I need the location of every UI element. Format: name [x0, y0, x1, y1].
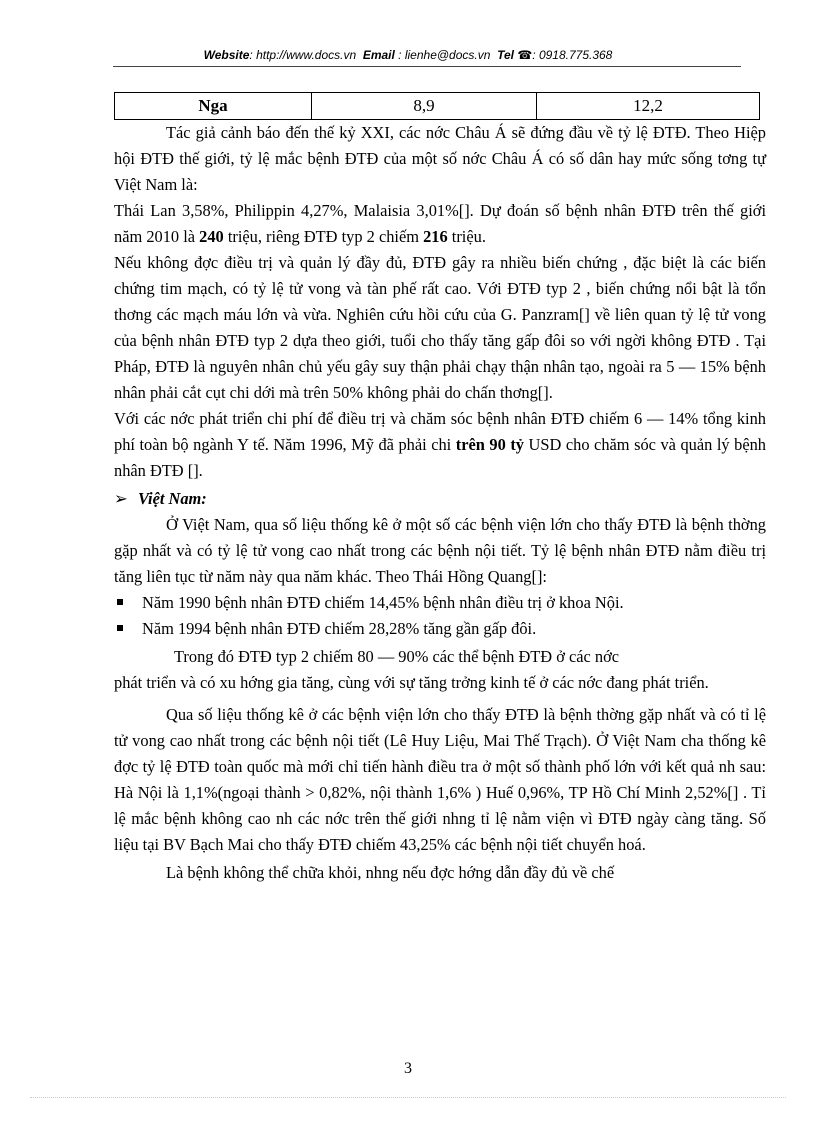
table-cell-value1: 8,9	[312, 93, 537, 120]
data-table	[114, 92, 760, 120]
bold-number: 240	[199, 227, 224, 246]
paragraph-3: Nếu không đợc điều trị và quản lý đầy đủ, ĐTĐ gây ra nhiều biến chứng , đặc biệt là các biến chứng tim mạch, có tỷ lệ tử vong và tàn phế rất cao. Với ĐTĐ typ 2 , biến chứng nổi bật là tổn thơng các mạch máu lớn và vừa. Nghiên cứu hồi cứu của G. Panzram[] về liên quan tỷ lệ tử vong của bệnh nhân ĐTĐ typ 2 dựa theo giới, tuổi cho thấy tăng gấp đôi so với ngời không ĐTĐ . Tại Pháp, ĐTĐ là nguyên nhân chủ yếu gây suy thận phải chạy thận nhân tạo, ngoài ra 5 — 15% bệnh nhân phải cắt cụt chi dới mà trên 50% không phải do chấn thơng[].	[114, 253, 766, 402]
page-number: 3	[404, 1060, 412, 1077]
list-item-text: Năm 1994 bệnh nhân ĐTĐ chiếm 28,28% tăng gần gấp đôi.	[142, 619, 537, 638]
text-span: Thái Lan 3,58%, Philippin 4,27%, Malaisia 3,01%[]. Dự đoán số bệnh nhân ĐTĐ trên thế giới năm 2010 là	[114, 201, 766, 246]
text-span: Với các nớc phát triển chi phí để điều trị và chăm sóc bệnh nhân ĐTĐ chiếm 6 — 14% tổng kinh phí toàn bộ ngành Y tế. Năm 1996, Mỹ đã phải chi	[114, 409, 766, 454]
email-label: Email	[362, 48, 395, 62]
phone-icon: ☎	[517, 48, 533, 62]
paragraph-2	[114, 198, 766, 250]
paragraph-8: Là bệnh không thể chữa khỏi, nhng nếu đợc hớng dẫn đầy đủ về chế	[166, 863, 615, 882]
page-body	[114, 120, 766, 886]
paragraph-7: Qua số liệu thống kê ở các bệnh viện lớn cho thấy ĐTĐ là bệnh thờng gặp nhất và có tỉ lệ tử vong cao nhất trong các bệnh nội tiết (Lê Huy Liệu, Mai Thế Trạch). Ở Việt Nam cha thống kê đợc tỷ lệ ĐTĐ toàn quốc mà mới chỉ tiến hành điều tra ở một số thành phố lớn với kết quả nh sau: Hà Nội là 1,1%(ngoại thành > 0,82%, nội thành 1,6% ) Huế 0,96%, TP Hồ Chí Minh 2,52%[] . Tỉ lệ mắc bệnh không cao nh các nớc trên thế giới nhng tỉ lệ nằm viện vì ĐTĐ ngày càng tăng. Số liệu tại BV Bạch Mai cho thấy ĐTĐ chiếm 43,25% các bệnh nội tiết chuyển hoá.	[114, 705, 766, 854]
bold-number: 216	[423, 227, 448, 246]
tel-label: Tel	[497, 48, 514, 62]
paragraph-1: Tác giả cảnh báo đến thế kỷ XXI, các nớc Châu Á sẽ đứng đầu về tỷ lệ ĐTĐ. Theo Hiệp hội ĐTĐ thế giới, tỷ lệ mắc bệnh ĐTĐ của một số nớc Châu Á có số dân hay mức sống tơng tự Việt Nam là:	[114, 123, 766, 194]
section-heading	[114, 486, 766, 512]
table-cell-country: Nga	[115, 93, 312, 120]
email-value: : lienhe@docs.vn	[398, 48, 491, 62]
list-item	[114, 616, 766, 642]
heading-text: Việt Nam:	[138, 489, 207, 508]
table-row	[115, 93, 760, 120]
website-value: : http://www.docs.vn	[249, 48, 357, 62]
paragraph-6-rest: phát triển và có xu hớng gia tăng, cùng với sự tăng trởng kinh tế ở các nớc đang phát triển.	[114, 673, 709, 692]
paragraph-5: Ở Việt Nam, qua số liệu thống kê ở một số các bệnh viện lớn cho thấy ĐTĐ là bệnh thờng gặp nhất và có tỷ lệ tử vong cao nhất trong các bệnh nội tiết. Tỷ lệ bệnh nhân ĐTĐ nằm điều trị tăng liên tục từ năm này qua năm khác. Theo Thái Hồng Quang[]:	[114, 515, 766, 586]
tel-value: : 0918.775.368	[532, 48, 613, 62]
table-cell-value2: 12,2	[537, 93, 760, 120]
square-bullet-icon	[117, 599, 123, 605]
paragraph-4	[114, 406, 766, 484]
text-span: triệu.	[447, 227, 486, 246]
bullet-list	[114, 590, 766, 642]
website-label: Website	[203, 48, 250, 62]
page-header	[0, 48, 816, 62]
square-bullet-icon	[117, 625, 123, 631]
header-divider	[113, 66, 741, 67]
paragraph-6-line-1: Trong đó ĐTĐ typ 2 chiếm 80 — 90% các thể bệnh ĐTĐ ở các nớc	[174, 647, 620, 666]
list-item	[114, 590, 766, 616]
bold-amount: trên 90 tỷ	[455, 435, 524, 454]
list-item-text: Năm 1990 bệnh nhân ĐTĐ chiếm 14,45% bệnh nhân điều trị ở khoa Nội.	[142, 593, 624, 612]
footer-divider	[30, 1097, 786, 1098]
arrow-bullet-icon: ➢	[114, 489, 128, 508]
text-span: triệu, riêng ĐTĐ typ 2 chiếm	[223, 227, 424, 246]
text-span: USD cho chăm sóc và quản lý bệnh nhân ĐTĐ [].	[114, 435, 766, 480]
